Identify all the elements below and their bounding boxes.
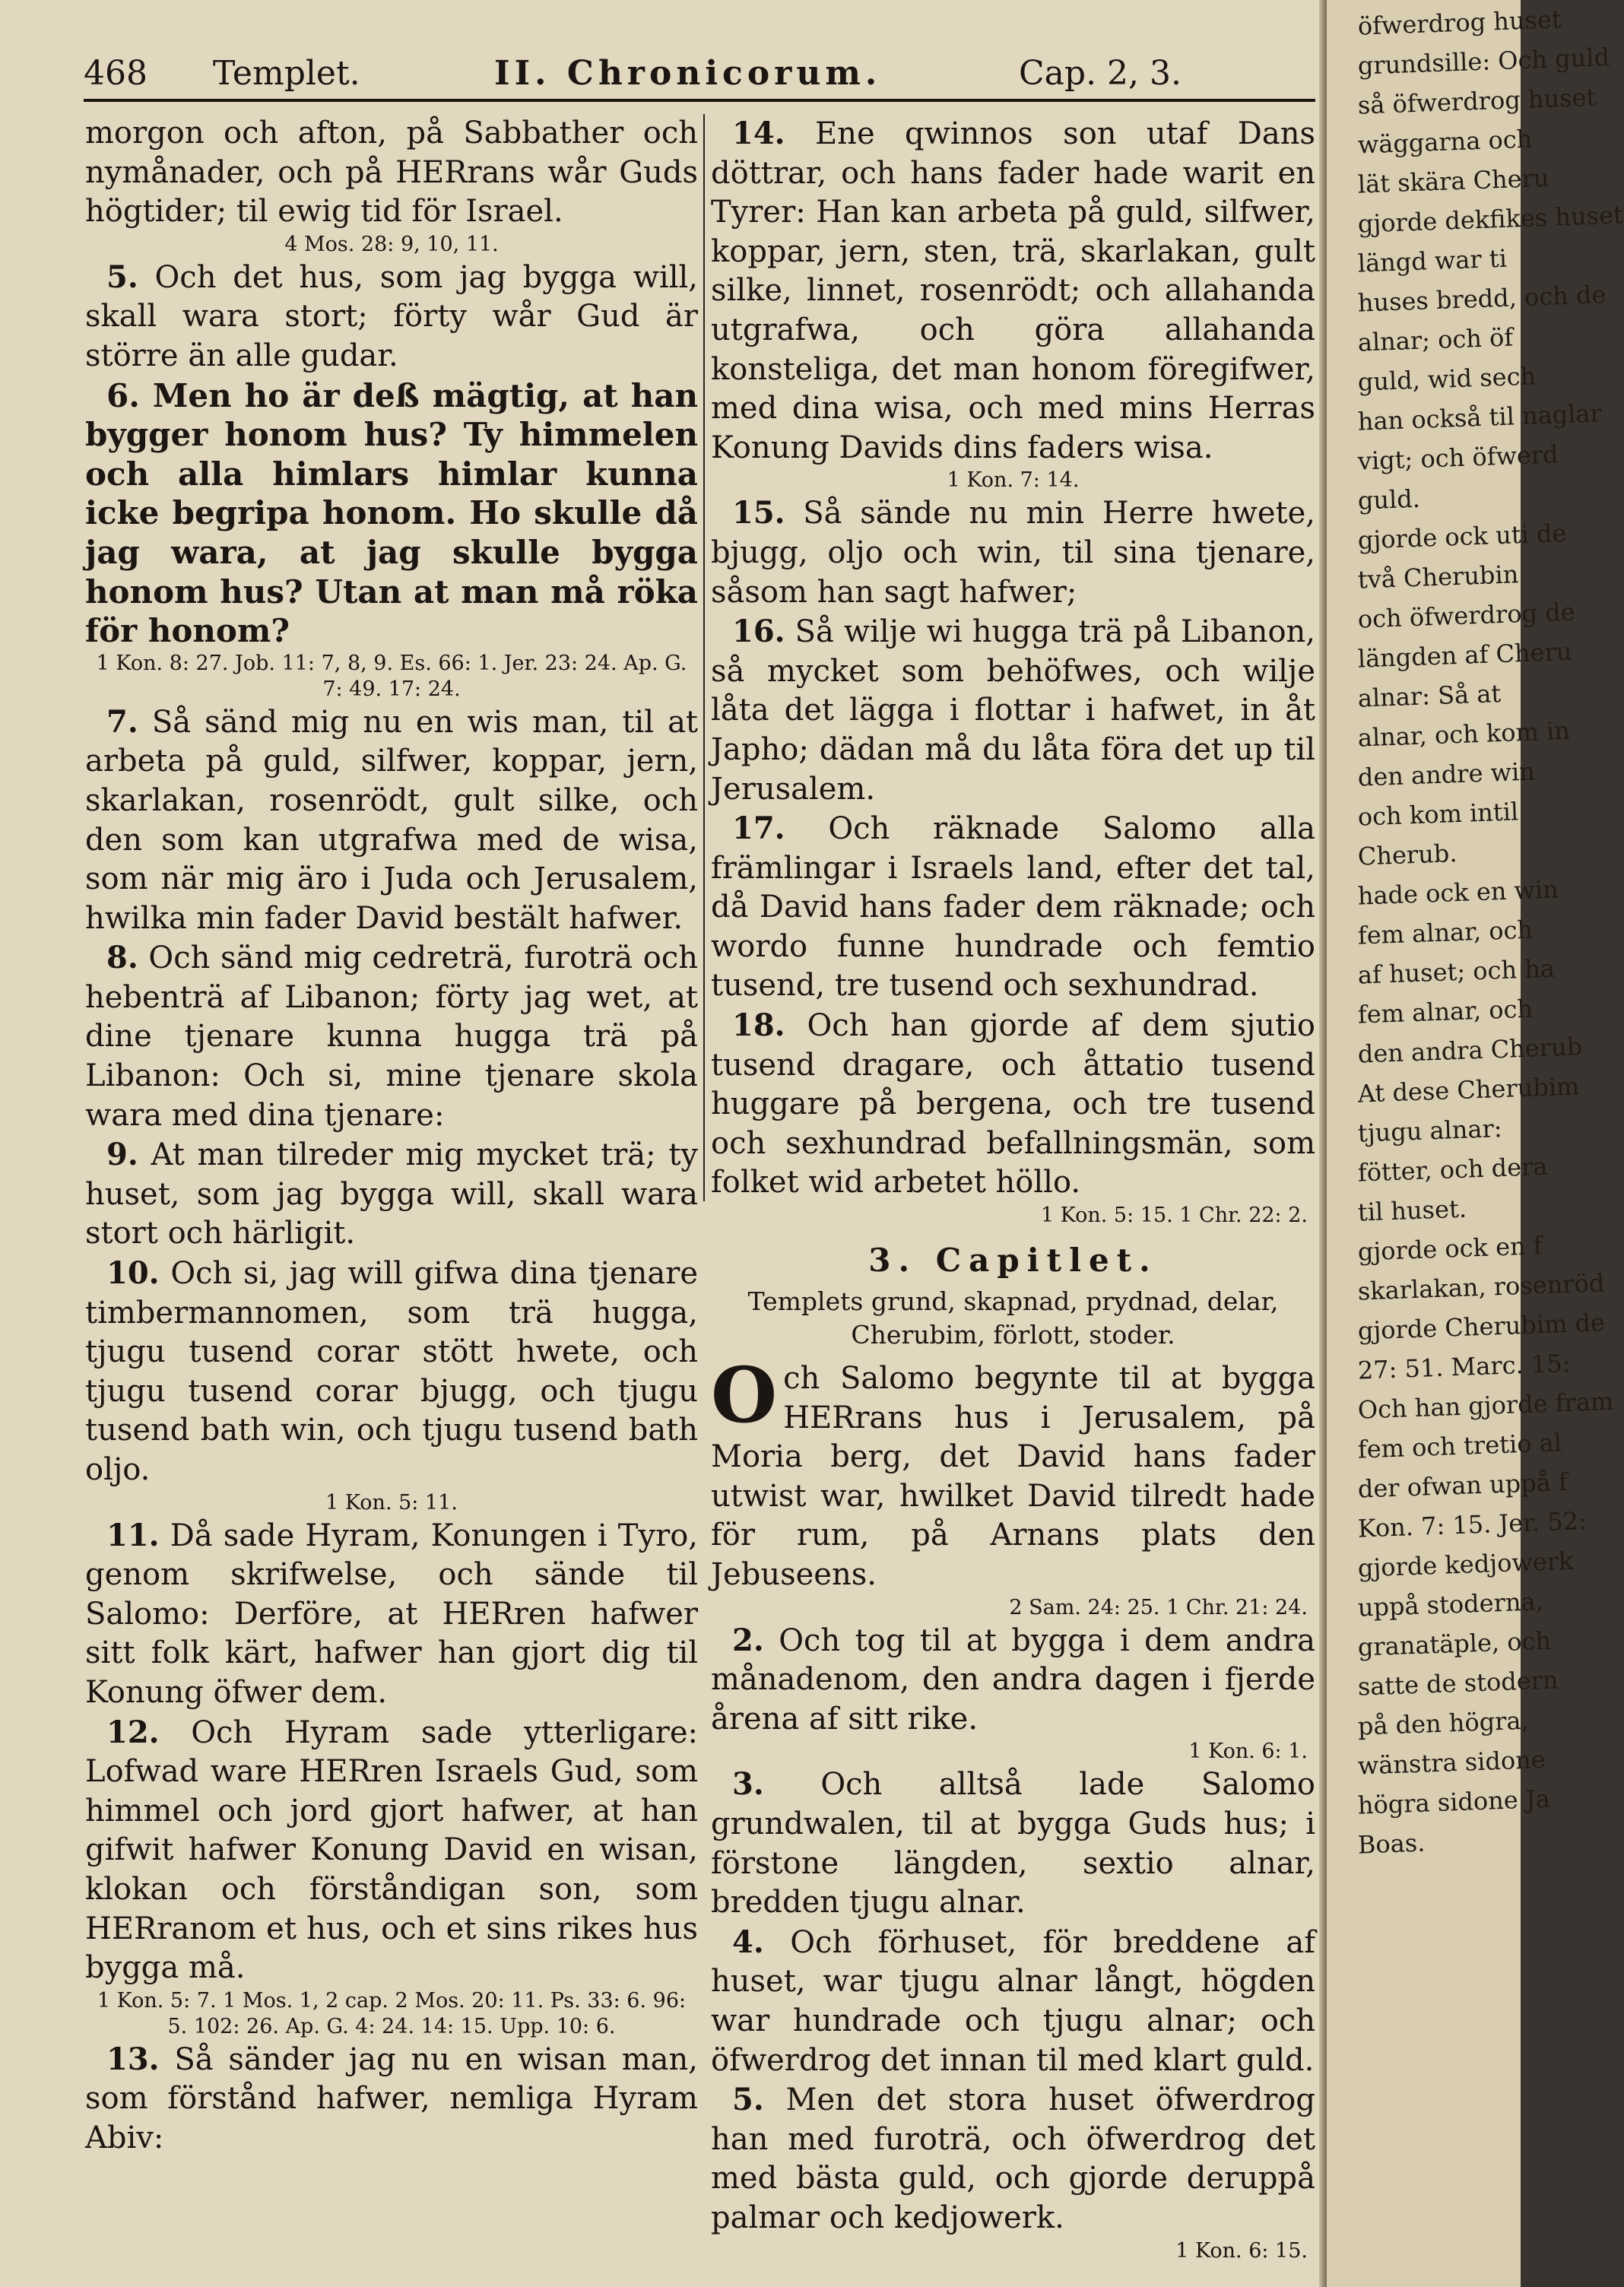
facing-page-line: alnar; och öf xyxy=(1357,322,1514,357)
verse-text: Och sänd mig cedreträ, furoträ och hebenträ af Libanon; förty jag wet, at dine tjenare kunna hugga trä på Libanon: Och si, mine tjenare skola wara med dina tjenare: xyxy=(85,940,698,1133)
verse-text: Så wilje wi hugga trä på Libanon, så mycket som behöfwes, och wilje låta det lägga i flottar i hafwet, in åt Japho; dädan må du låta föra det up til Jerusalem. xyxy=(711,614,1315,807)
verse-text: Och förhuset, för breddene af huset, war tjugu alnar långt, högden war hundrade och tjugu alnar; och öfwerdrog det innan til med klart guld. xyxy=(711,1924,1315,2078)
facing-page-line: vigt; och öfwerd xyxy=(1357,439,1559,476)
facing-page-line: gjorde ock en f xyxy=(1357,1231,1543,1267)
drop-cap: O xyxy=(711,1350,778,1441)
header-topic: Templet. xyxy=(213,54,360,93)
facing-page-line: fem alnar, och xyxy=(1357,994,1534,1029)
cross-reference: 1 Kon. 6: 15. xyxy=(1175,2238,1308,2263)
facing-page-line: och öfwerdrog de xyxy=(1357,597,1576,634)
verse-text: Och räknade Salomo alla främlingar i Israels land, efter det tal, då David hans fader dem räknade; och wordo funne hundrade och femtio tusend, tre tusend och sexhundrad. xyxy=(711,811,1315,1004)
verse xyxy=(85,258,698,376)
verse xyxy=(711,493,1315,612)
facing-page-line: Och han gjorde fram xyxy=(1357,1386,1614,1425)
facing-page-line: på den högra, xyxy=(1357,1705,1530,1741)
verse xyxy=(85,1254,698,1490)
verse-number: 17. xyxy=(732,810,785,847)
facing-page-line: uppå stoderna, xyxy=(1357,1587,1544,1622)
facing-page-line: At dese Cherubim xyxy=(1357,1071,1580,1109)
verse-text: Men ho är deß mägtig, at han bygger honom hus? Ty himmelen och alla himlars himlar kunna icke begripa honom. Ho skulle då jag wara, at jag skulle bygga honom hus? Utan at man må röka för honom? xyxy=(85,376,699,650)
facing-page-line: wänstra sidone xyxy=(1357,1744,1546,1781)
verse xyxy=(711,612,1315,809)
facing-page-line: alnar, och kom in xyxy=(1357,715,1571,753)
verse xyxy=(85,1713,698,1988)
facing-page-line: satte de stodern xyxy=(1357,1665,1559,1702)
verse-number: 7. xyxy=(106,703,138,740)
cross-reference: 1 Kon. 5: 7. 1 Mos. 1, 2 cap. 2 Mos. 20: 11. Ps. 33: 6. 96: 5. 102: 26. Ap. G. 4: 24. 14: 15. Upp. 10: 6. xyxy=(97,1988,687,2038)
right-column xyxy=(711,114,1316,2263)
facing-page-line: der ofwan uppå f xyxy=(1357,1467,1568,1504)
header-rule xyxy=(84,99,1315,102)
facing-page-line: Boas. xyxy=(1357,1828,1426,1860)
facing-page-line: gjorde ock uti de xyxy=(1357,519,1567,555)
cross-reference: 1 Kon. 8: 27. Job. 11: 7, 8, 9. Es. 66: 1. Jer. 23: 24. Ap. G. 7: 49. 17: 24. xyxy=(96,651,687,701)
chapter-opening-verse xyxy=(711,1350,1315,1595)
verse xyxy=(711,1923,1315,2080)
verse xyxy=(711,114,1315,468)
verse-number: 15. xyxy=(732,495,785,531)
chapter-summary: Templets grund, skapnad, prydnad, delar, Cherubim, förlott, stoder. xyxy=(747,1286,1279,1350)
facing-page-line: hade ock en win xyxy=(1357,874,1559,911)
verse-number: 2. xyxy=(732,1622,764,1658)
verse-number: 6. xyxy=(106,376,140,414)
verse-number: 10. xyxy=(106,1255,160,1292)
verse-text: Och det hus, som jag bygga will, skall wara stort; förty wår Gud är större än alle gudar. xyxy=(85,259,699,373)
facing-page-line: han också til naglar xyxy=(1357,398,1603,436)
cross-reference: 2 Sam. 24: 25. 1 Chr. 21: 24. xyxy=(1009,1595,1308,1619)
facing-page-line: lät skära Cheru xyxy=(1357,163,1550,199)
verse xyxy=(85,2040,698,2159)
verse xyxy=(711,1765,1315,1922)
facing-page-line: skarlakan, rosenröd xyxy=(1357,1268,1605,1306)
left-column xyxy=(85,114,698,2243)
verse-text: Så sände nu min Herre hwete, bjugg, oljo och win, til sina tjenare, såsom han sagt hafwer; xyxy=(711,496,1315,610)
verse-text: Och tog til at bygga i dem andra månadenom, den andra dagen i fjerde årena af sitt rike. xyxy=(711,1622,1315,1737)
verse-text: Så sänder jag nu en wisan man, som förstånd hafwer, nemliga Hyram Abiv: xyxy=(85,2041,699,2155)
facing-page-line: längd war ti xyxy=(1357,243,1508,278)
verse-number: 8. xyxy=(106,940,138,976)
facing-page-line: alnar: Så at xyxy=(1357,679,1502,713)
verse-text: Och si, jag will gifwa dina tjenare timbermannomen, som trä hugga, tjugu tusend corar stött hwete, och tjugu tusend corar bjugg, och tjugu tusend bath win, och tjugu tusend bath oljo. xyxy=(85,1256,698,1487)
facing-page-line: fötter, och dera xyxy=(1357,1151,1549,1188)
chapter-title: 3. Capitlet. xyxy=(868,1242,1158,1280)
facing-page-line: längden af Cheru xyxy=(1357,636,1573,674)
cross-reference: 1 Kon. 6: 1. xyxy=(1188,1740,1308,1764)
verse-text: Då sade Hyram, Konungen i Tyro, genom skrifwelse, och sände til Salomo: Derföre, at HERren hafwer sitt folk kärt, hafwer han gjort dig til Konung öfwer dem. xyxy=(85,1518,698,1710)
verse xyxy=(711,1621,1315,1740)
verse-number: 14. xyxy=(732,116,785,151)
verse-number: 9. xyxy=(106,1137,138,1173)
verse xyxy=(711,2080,1315,2238)
verse xyxy=(85,376,698,651)
facing-page-line: högra sidone Ja xyxy=(1357,1784,1551,1820)
running-header xyxy=(84,47,1315,100)
facing-page-line: Kon. 7: 15. Jer. 52: xyxy=(1357,1506,1588,1543)
verse xyxy=(85,938,698,1135)
verse-number: 11. xyxy=(106,1517,160,1553)
verse-text: Men det stora huset öfwerdrog han med furoträ, och öfwerdrog det med bästa guld, och gjorde deruppå palmar och kedjowerk. xyxy=(711,2082,1315,2235)
facing-page-line: gjorde dekfikes huset xyxy=(1357,200,1624,239)
facing-page-line: 27: 51. Marc. 15: xyxy=(1357,1348,1572,1385)
verse xyxy=(711,809,1315,1006)
page-number: 468 xyxy=(84,54,147,93)
cross-reference: 4 Mos. 28: 9, 10, 11. xyxy=(284,232,499,256)
verse-number: 5. xyxy=(106,259,138,295)
facing-page-line: til huset. xyxy=(1357,1194,1467,1227)
cross-reference: 1 Kon. 5: 11. xyxy=(325,1490,458,1515)
cross-reference: 1 Kon. 7: 14. xyxy=(947,468,1080,493)
facing-page-line: huses bredd, och de xyxy=(1357,280,1607,318)
column-divider xyxy=(703,114,705,1201)
verse-text: Och alltså lade Salomo grundwalen, til at bygga Guds hus; i förstone längden, sextio alnar, bredden tjugu alnar. xyxy=(711,1767,1315,1921)
verse-text: At man tilreder mig mycket trä; ty huset, som jag bygga will, skall wara stort och härligit. xyxy=(85,1137,699,1251)
verse-number: 16. xyxy=(732,614,785,650)
facing-page-line: tjugu alnar: xyxy=(1357,1113,1503,1148)
verse xyxy=(85,1516,698,1713)
verse-text: Och Hyram sade ytterligare: Lofwad ware HERren Israels Gud, som himmel och jord gjort hafwer, at han gifwit hafwer Konung David en wisan, klokan och förståndigan son, som HERranom et hus, och et sins rikes hus bygga må. xyxy=(85,1714,698,1986)
facing-page-line: den andra Cherub xyxy=(1357,1032,1583,1069)
verse-number: 12. xyxy=(106,1714,160,1750)
verse-text: Så sänd mig nu en wis man, til at arbeta på guld, silfwer, koppar, jern, skarlakan, rosenrödt, gult silke, och den som kan utgrafwa med de wisa, som när mig äro i Juda och Jerusalem, hwilka min fader David bestält hafwer. xyxy=(85,704,698,936)
verse-number: 4. xyxy=(732,1924,764,1960)
verse-text: Ene qwinnos son utaf Dans döttrar, och hans fader hade warit en Tyrer: Han kan arbeta på guld, silfwer, koppar, jern, sten, trä, skarlakan, gult silke, linnet, rosenrödt; och allahanda utgrafwa, och göra allahanda konsteliga, det man honom föregifwer, med dina wisa, och med mins Herras Konung Davids dins faders wisa. xyxy=(711,116,1315,465)
facing-page-line: öfwerdrog huset xyxy=(1357,5,1562,41)
verse xyxy=(85,1135,698,1254)
facing-page-line: fem och tretio al xyxy=(1357,1428,1562,1464)
facing-page-line: och kom intil xyxy=(1357,797,1519,832)
facing-page-line: så öfwerdrog huset xyxy=(1357,82,1597,120)
verse-number: 13. xyxy=(106,2041,160,2077)
facing-page-line: granatäple, och xyxy=(1357,1626,1552,1662)
facing-page-line: fem alnar, och xyxy=(1357,915,1534,950)
header-book-title: II. Chronicorum. xyxy=(494,54,882,93)
facing-page-line: den andre win xyxy=(1357,757,1536,792)
facing-page xyxy=(1327,0,1624,2287)
facing-page-line: gjorde Cherubim de xyxy=(1357,1308,1606,1346)
verse-text: Och han gjorde af dem sjutio tusend dragare, och åttatio tusend huggare på bergena, och tre tusend och sexhundrad befallningsmän, som folket wid arbetet höllo. xyxy=(711,1008,1316,1201)
verse-number: 5. xyxy=(732,2082,764,2118)
facing-page-line: guld, wid sech xyxy=(1357,361,1537,397)
verse-text: ch Salomo begynte til at bygga HERrans hus i Jerusalem, på Moria berg, det David hans fader utwist war, hwilket David tilredt hade för rum, på Arnans plats den Jebuseens. xyxy=(711,1361,1315,1592)
facing-page-line: gjorde kedjowerk xyxy=(1357,1546,1574,1583)
header-chapter: Cap. 2, 3. xyxy=(1019,54,1182,93)
verse-number: 3. xyxy=(732,1766,764,1803)
facing-page-line: två Cherubin xyxy=(1357,560,1519,595)
facing-page-line: af huset; och ha xyxy=(1357,953,1556,990)
facing-page-line: grundsille: Och guld xyxy=(1357,43,1610,81)
verse-continuation: morgon och afton, på Sabbather och nymånader, och på HERrans wår Guds högtider; til ewig tid för Israel. xyxy=(85,116,698,230)
cross-reference: 1 Kon. 5: 15. 1 Chr. 22: 2. xyxy=(1040,1204,1308,1228)
verse xyxy=(85,703,698,939)
verse xyxy=(711,1006,1315,1203)
facing-page-line: wäggarna och xyxy=(1357,124,1533,160)
facing-page-line: guld. xyxy=(1357,484,1421,515)
facing-page-line: Cherub. xyxy=(1357,839,1458,871)
verse-number: 18. xyxy=(732,1007,785,1044)
